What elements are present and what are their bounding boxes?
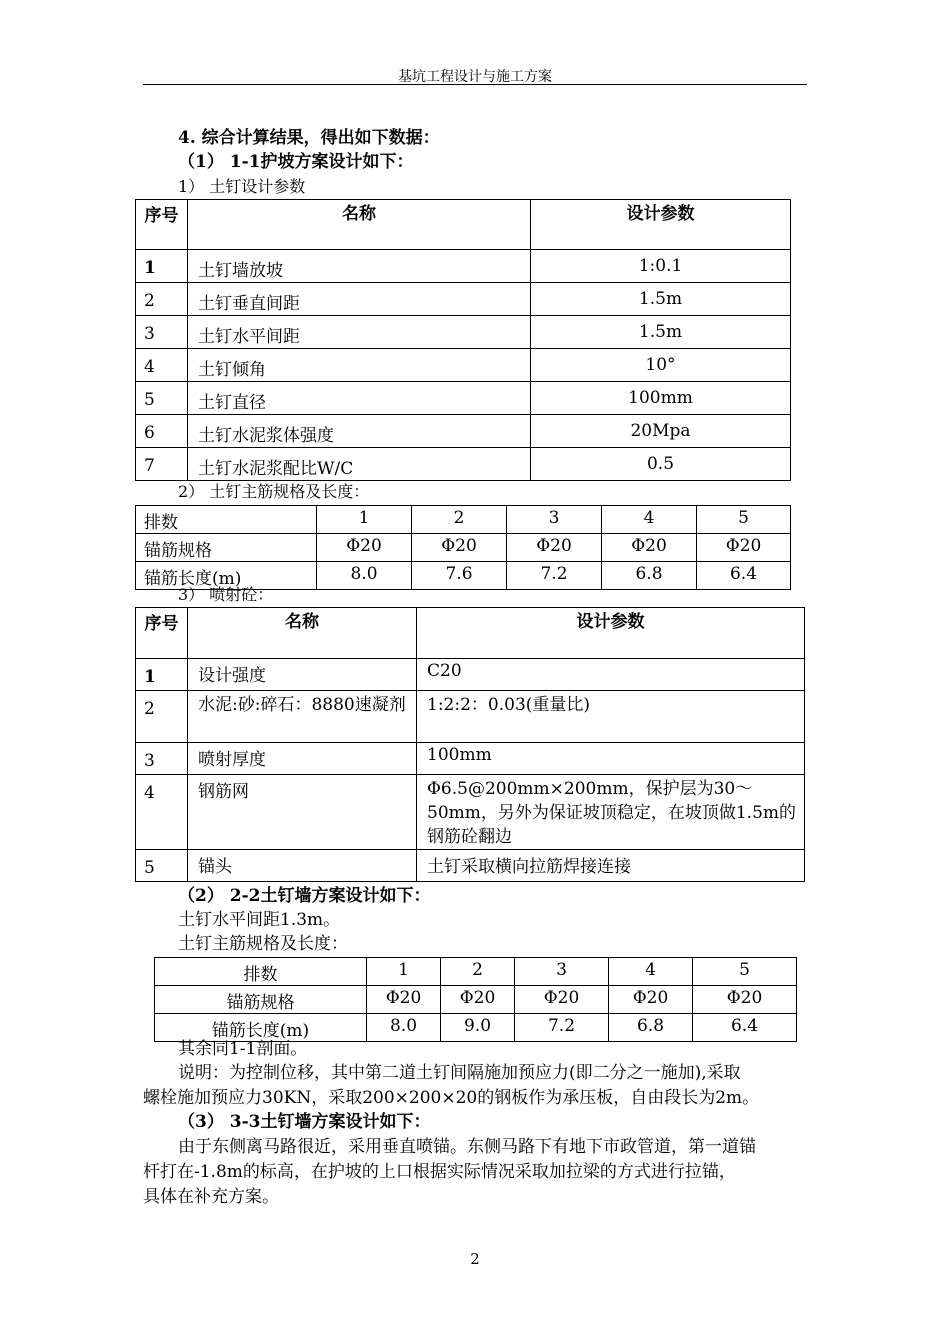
table-header-row	[136, 608, 805, 659]
table-row	[136, 743, 805, 775]
table-row	[136, 250, 791, 283]
sub2-spacing-text: 土钉水平间距1.3m。	[178, 910, 341, 930]
rebar-spec-table-1	[135, 505, 791, 590]
row-index: 4	[136, 775, 188, 850]
row-name: 喷射厚度	[188, 743, 417, 775]
cell: 3	[515, 958, 609, 986]
row-value: 1:2:2：0.03(重量比)	[417, 691, 805, 743]
cell: 7.2	[507, 562, 602, 590]
row-label: 排数	[155, 958, 367, 986]
row-index: 3	[136, 316, 188, 349]
sub3-para-line2: 杆打在-1.8m的标高，在护坡的上口根据实际情况采取加拉梁的方式进行拉锚，	[143, 1162, 736, 1182]
row-name: 土钉墙放坡	[188, 250, 531, 283]
sub2-rebar-caption: 土钉主筋规格及长度：	[178, 934, 348, 954]
row-value: 100mm	[417, 743, 805, 775]
row-name: 钢筋网	[188, 775, 417, 850]
row-index: 2	[136, 691, 188, 743]
row-value: 20Mpa	[531, 415, 791, 448]
cell: 4	[602, 506, 697, 534]
table-header-row	[136, 200, 791, 250]
cell: 1	[317, 506, 412, 534]
subsection-2-title: （2） 2-2土钉墙方案设计如下：	[178, 886, 431, 906]
row-name: 土钉水泥浆体强度	[188, 415, 531, 448]
soil-nail-params-caption: 1） 土钉设计参数	[178, 177, 306, 196]
cell: 8.0	[367, 1014, 441, 1042]
col-header-index: 序号	[136, 608, 188, 659]
table-row	[136, 659, 805, 691]
col-header-name: 名称	[188, 608, 417, 659]
row-index: 1	[136, 659, 188, 691]
cell: Φ20	[367, 986, 441, 1014]
row-value: C20	[417, 659, 805, 691]
row-index: 4	[136, 349, 188, 382]
table-row	[136, 775, 805, 850]
row-name: 土钉水泥浆配比W/C	[188, 448, 531, 481]
sub2-note-line2: 螺栓施加预应力30KN，采取200×200×20的钢板作为承压板，自由段长为2m。	[143, 1088, 760, 1108]
table-row	[136, 506, 791, 534]
cell: 6.8	[609, 1014, 693, 1042]
row-name: 土钉垂直间距	[188, 283, 531, 316]
sub3-para-line1: 由于东侧离马路很近，采用垂直喷锚。东侧马路下有地下市政管道，第一道锚	[178, 1137, 756, 1157]
row-index: 1	[136, 250, 188, 283]
cell: 6.4	[697, 562, 791, 590]
cell: 2	[412, 506, 507, 534]
cell: 7.6	[412, 562, 507, 590]
cell: Φ20	[697, 534, 791, 562]
subsection-3-title: （3） 3-3土钉墙方案设计如下：	[178, 1112, 431, 1132]
row-value: Φ6.5@200mm×200mm，保护层为30～50mm，另外为保证坡顶稳定，在坡顶做1.5m的钢筋砼翻边	[417, 775, 805, 850]
sub2-note-line1: 说明：为控制位移，其中第二道土钉间隔施加预应力(即二分之一施加),采取	[178, 1063, 741, 1083]
row-value: 1:0.1	[531, 250, 791, 283]
rebar-spec-table-2	[154, 957, 797, 1042]
sub3-para-line3: 具体在补充方案。	[143, 1187, 279, 1207]
sub2-same-as-text: 其余同1-1剖面。	[178, 1039, 308, 1059]
row-name: 土钉倾角	[188, 349, 531, 382]
cell: 6.8	[602, 562, 697, 590]
table-row	[136, 448, 791, 481]
table-row	[136, 382, 791, 415]
cell: Φ20	[317, 534, 412, 562]
cell: Φ20	[693, 986, 797, 1014]
cell: Φ20	[507, 534, 602, 562]
table-row	[136, 316, 791, 349]
cell: 5	[697, 506, 791, 534]
cell: 2	[441, 958, 515, 986]
row-value: 0.5	[531, 448, 791, 481]
cell: 4	[609, 958, 693, 986]
row-value: 土钉采取横向拉筋焊接连接	[417, 850, 805, 882]
soil-nail-params-table	[135, 199, 791, 481]
cell: 5	[693, 958, 797, 986]
row-index: 6	[136, 415, 188, 448]
cell: Φ20	[609, 986, 693, 1014]
col-header-param: 设计参数	[531, 200, 791, 250]
cell: Φ20	[441, 986, 515, 1014]
row-value: 100mm	[531, 382, 791, 415]
subsection-1-title: （1） 1-1护坡方案设计如下：	[178, 152, 414, 172]
col-header-param: 设计参数	[417, 608, 805, 659]
row-index: 2	[136, 283, 188, 316]
col-header-index: 序号	[136, 200, 188, 250]
table-row	[136, 850, 805, 882]
row-index: 5	[136, 382, 188, 415]
cell: 7.2	[515, 1014, 609, 1042]
table-row	[136, 691, 805, 743]
rebar-spec-caption: 2） 土钉主筋规格及长度：	[178, 482, 370, 501]
row-label: 锚筋规格	[155, 986, 367, 1014]
header-divider	[143, 84, 807, 85]
table-row	[155, 986, 797, 1014]
cell: 1	[367, 958, 441, 986]
row-label: 排数	[136, 506, 317, 534]
table-row	[136, 283, 791, 316]
shotcrete-table	[135, 607, 805, 882]
shotcrete-caption: 3） 喷射砼：	[178, 585, 274, 604]
section-4-title: 4. 综合计算结果，得出如下数据：	[178, 128, 440, 148]
cell: Φ20	[412, 534, 507, 562]
row-index: 7	[136, 448, 188, 481]
table-row	[136, 534, 791, 562]
cell: Φ20	[602, 534, 697, 562]
page-header: 基坑工程设计与施工方案	[398, 69, 552, 85]
row-index: 5	[136, 850, 188, 882]
row-label: 锚筋长度(m)	[155, 1014, 367, 1042]
cell: 9.0	[441, 1014, 515, 1042]
row-value: 1.5m	[531, 316, 791, 349]
table-row	[136, 349, 791, 382]
row-name: 锚头	[188, 850, 417, 882]
cell: 8.0	[317, 562, 412, 590]
cell: Φ20	[515, 986, 609, 1014]
row-name: 土钉直径	[188, 382, 531, 415]
row-name: 水泥:砂:碎石：8880速凝剂	[188, 691, 417, 743]
cell: 3	[507, 506, 602, 534]
table-row	[136, 415, 791, 448]
cell: 6.4	[693, 1014, 797, 1042]
row-label: 锚筋规格	[136, 534, 317, 562]
row-index: 3	[136, 743, 188, 775]
table-row	[155, 958, 797, 986]
col-header-name: 名称	[188, 200, 531, 250]
page-number: 2	[470, 1250, 480, 1268]
row-name: 设计强度	[188, 659, 417, 691]
row-value: 1.5m	[531, 283, 791, 316]
row-label: 锚筋长度(m)	[136, 562, 317, 590]
row-name: 土钉水平间距	[188, 316, 531, 349]
row-value: 10°	[531, 349, 791, 382]
